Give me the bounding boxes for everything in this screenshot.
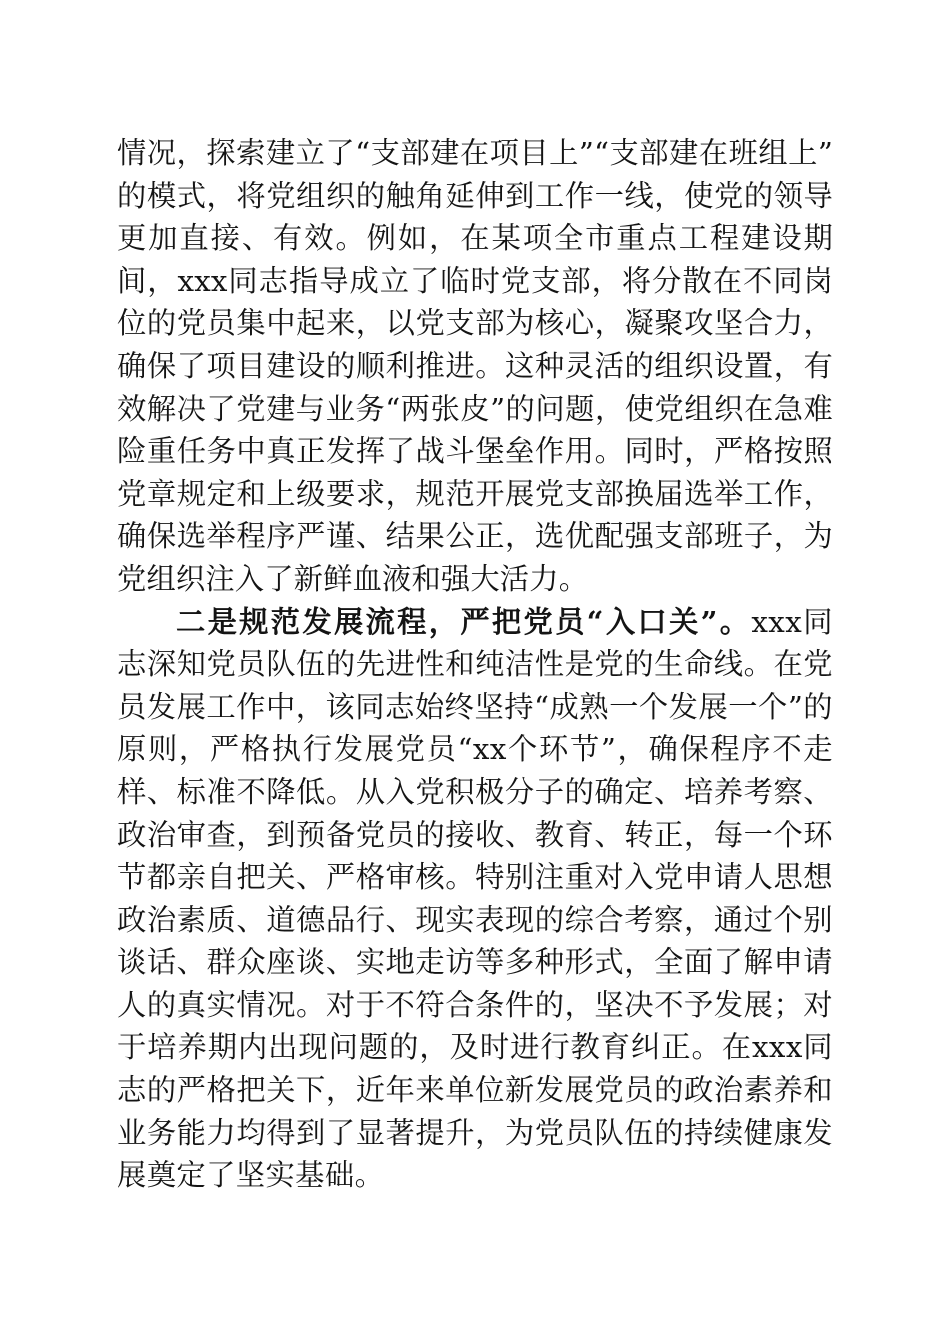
document-text-column (117, 132, 833, 1197)
paragraph-section-two-lead-in: 二是规范发展流程，严把党员“入口关”。 (176, 603, 752, 639)
paragraph-continuation: 情况，探索建立了“支部建在项目上”“支部建在班组上”的模式，将党组织的触角延伸到工作一线，使党的领导更加直接、有效。例如，在某项全市重点工程建设期间，xxx同志指导成立了临时党支部，将分散在不同岗位的党员集中起来，以党支部为核心，凝聚攻坚合力，确保了项目建设的顺利推进。这种灵活的组织设置，有效解决了党建与业务“两张皮”的问题，使党组织在急难险重任务中真正发挥了战斗堡垒作用。同时，严格按照党章规定和上级要求，规范开展党支部换届选举工作，确保选举程序严谨、结果公正，选优配强支部班子，为党组织注入了新鲜血液和强大活力。 (117, 136, 833, 596)
paragraph-section-two-body: xxx同志深知党员队伍的先进性和纯洁性是党的生命线。在党员发展工作中，该同志始终坚持“成熟一个发展一个”的原则，严格执行发展党员“xx个环节”，确保程序不走样、标准不降低。从入党积极分子的确定、培养考察、政治审查，到预备党员的接收、教育、转正，每一个环节都亲自把关、严格审核。特别注重对入党申请人思想政治素质、道德品行、现实表现的综合考察，通过个别谈话、群众座谈、实地走访等多种形式，全面了解申请人的真实情况。对于不符合条件的，坚决不予发展；对于培养期内出现问题的，及时进行教育纠正。在xxx同志的严格把关下，近年来单位新发展党员的政治素养和业务能力均得到了显著提升，为党员队伍的持续健康发展奠定了坚实基础。 (117, 604, 834, 1193)
paragraph-section-two (117, 601, 833, 1197)
